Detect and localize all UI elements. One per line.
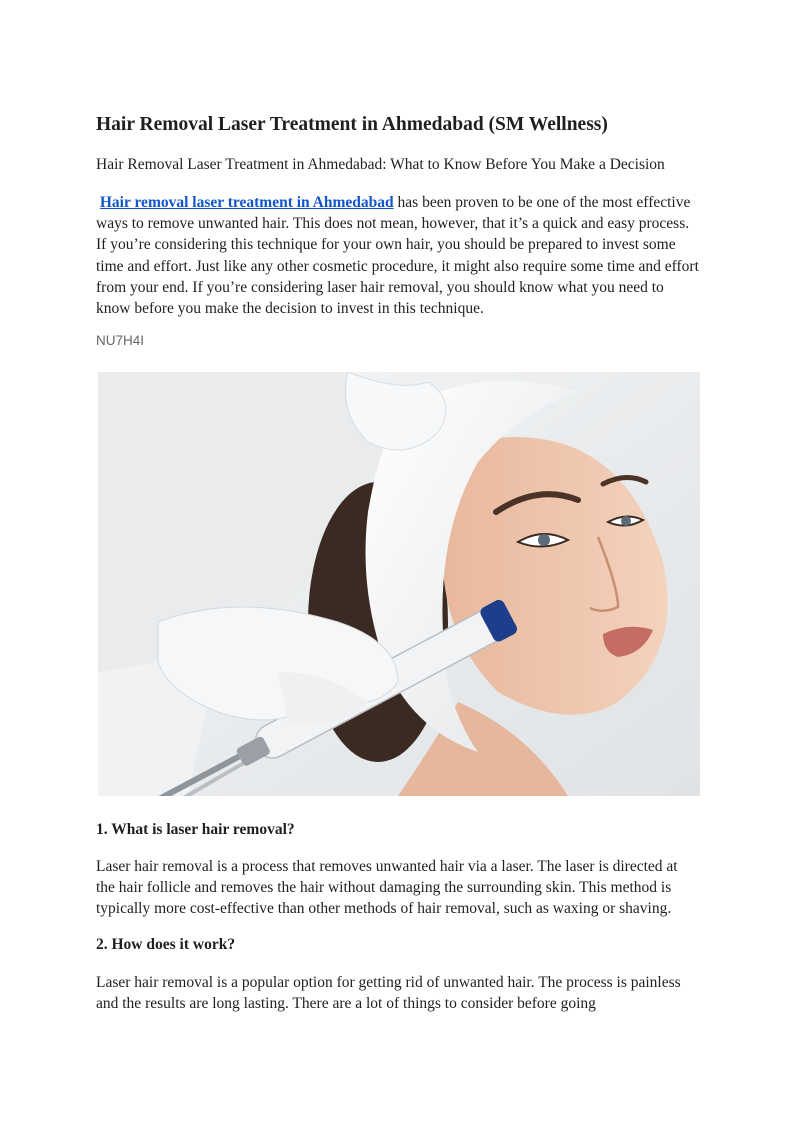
section-heading-how: 2. How does it work? [96, 936, 236, 953]
intro-paragraph [96, 192, 700, 319]
hero-image [98, 372, 700, 796]
intro-text: has been proven to be one of the most effective ways to remove unwanted hair. This does not mean, however, that it’s a quick and easy process. If you’re considering this technique for your own hair, you should be prepared to invest some time and effort. Just like any other cosmetic procedure, it might also require some time and effort from your end. If you’re considering laser hair removal, you should know what you need to know before you make the decision to invest in this technique. [96, 194, 699, 318]
reference-code: NU7H4I [96, 333, 145, 348]
laser-treatment-illustration [98, 372, 700, 796]
article-title: Hair Removal Laser Treatment in Ahmedabad (SM Wellness) [96, 114, 608, 135]
section-body-how: Laser hair removal is a popular option for getting rid of unwanted hair. The process is painless and the results are long lasting. There are a lot of things to consider before going [96, 974, 681, 1013]
section-heading-what: 1. What is laser hair removal? [96, 821, 295, 838]
intro-link[interactable]: Hair removal laser treatment in Ahmedabad [99, 194, 394, 211]
section-body-what: Laser hair removal is a process that removes unwanted hair via a laser. The laser is directed at the hair follicle and removes the hair without damaging the surrounding skin. This method is typically more cost-effective than other methods of hair removal, such as waxing or shaving. [96, 858, 678, 918]
article-subtitle: Hair Removal Laser Treatment in Ahmedabad: What to Know Before You Make a Decision [96, 156, 665, 173]
